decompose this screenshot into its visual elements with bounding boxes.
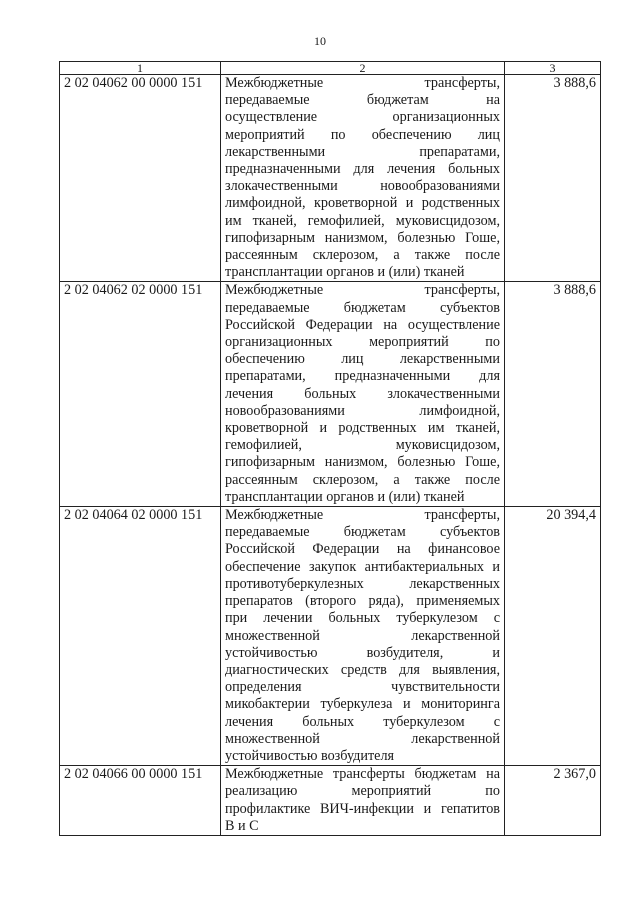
- description-line: Межбюджетные трансферты,: [225, 75, 500, 91]
- column-header-1: 1: [60, 62, 221, 75]
- table-row: [60, 282, 601, 507]
- budget-table: [59, 61, 601, 836]
- amount-value: 3 888,6: [505, 75, 601, 282]
- description-line: им тканей, гемофилией, муковисцидозом,: [225, 212, 500, 229]
- description-line: Межбюджетные трансферты,: [225, 507, 500, 524]
- description-line: новообразованиями лимфоидной,: [225, 402, 500, 419]
- description-line: гипофизарным нанизмом, болезнью Гоше,: [225, 454, 500, 471]
- description-line: В и С: [225, 817, 259, 834]
- description-line: Российской Федерации на финансовое: [225, 541, 500, 558]
- description-line: лимфоидной, кроветворной и родственных: [225, 195, 500, 212]
- description-line: препаратов (второго ряда), применяемых: [225, 593, 500, 610]
- description-line: препаратами, предназначенными для: [225, 368, 500, 385]
- description-line: Российской Федерации на осуществление: [225, 316, 500, 333]
- description-line: устойчивостью возбудителя, и: [225, 644, 500, 661]
- description-line: рассеянным склерозом, а также после: [225, 471, 500, 488]
- description-line: рассеянным склерозом, а также после: [225, 247, 500, 264]
- table-row: [60, 766, 601, 836]
- description-line: мероприятий по обеспечению лиц: [225, 126, 500, 143]
- description-line: лекарственными препаратами,: [225, 143, 500, 160]
- table-body: [60, 75, 601, 836]
- description-line: гемофилией, муковисцидозом,: [225, 437, 500, 454]
- description-line: микобактерии туберкулеза и мониторинга: [225, 696, 500, 713]
- column-header-3: 3: [505, 62, 601, 75]
- description-line: множественной лекарственной: [225, 627, 500, 644]
- description-line: злокачественными новообразованиями: [225, 178, 500, 195]
- amount-value: 2 367,0: [505, 766, 601, 836]
- transfer-description: [221, 507, 505, 766]
- table-row: [60, 507, 601, 766]
- description-line: реализацию мероприятий по: [225, 783, 500, 800]
- description-line: множественной лекарственной: [225, 730, 500, 747]
- classification-code: 2 02 04062 00 0000 151: [60, 75, 221, 282]
- table-row: [60, 75, 601, 282]
- description-line: предназначенными для лечения больных: [225, 161, 500, 178]
- amount-value: 3 888,6: [505, 282, 601, 507]
- description-line: устойчивостью возбудителя: [225, 747, 395, 764]
- amount-value: 20 394,4: [505, 507, 601, 766]
- description-line: профилактике ВИЧ-инфекции и гепатитов: [225, 800, 500, 817]
- description-line: определения чувствительности: [225, 679, 500, 696]
- description-line: гипофизарным нанизмом, болезнью Гоше,: [225, 229, 500, 246]
- transfer-description: [221, 75, 505, 282]
- description-line: организационных мероприятий по: [225, 334, 500, 351]
- classification-code: 2 02 04062 02 0000 151: [60, 282, 221, 507]
- classification-code: 2 02 04064 02 0000 151: [60, 507, 221, 766]
- classification-code: 2 02 04066 00 0000 151: [60, 766, 221, 836]
- description-line: при лечении больных туберкулезом с: [225, 610, 500, 627]
- description-line: Межбюджетные трансферты,: [225, 282, 500, 299]
- description-line: осуществление организационных: [225, 109, 500, 126]
- table-header-row: [60, 62, 601, 75]
- description-line: передаваемые бюджетам на: [225, 92, 500, 109]
- description-line: диагностических средств для выявления,: [225, 661, 500, 678]
- description-line: лечения больных злокачественными: [225, 385, 500, 402]
- description-line: кроветворной и родственных им тканей,: [225, 420, 500, 437]
- description-line: обеспечению лиц лекарственными: [225, 351, 500, 368]
- description-line: противотуберкулезных лекарственных: [225, 575, 500, 592]
- column-header-2: 2: [221, 62, 505, 75]
- description-line: передаваемые бюджетам субъектов: [225, 299, 500, 316]
- description-line: трансплантации органов и (или) тканей: [225, 264, 465, 281]
- description-line: обеспечение закупок антибактериальных и: [225, 558, 500, 575]
- description-line: трансплантации органов и (или) тканей: [225, 488, 465, 505]
- page-number: 10: [314, 34, 326, 48]
- transfer-description: [221, 282, 505, 507]
- transfer-description: [221, 766, 505, 836]
- description-line: передаваемые бюджетам субъектов: [225, 524, 500, 541]
- description-line: лечения больных туберкулезом с: [225, 713, 500, 730]
- description-line: Межбюджетные трансферты бюджетам на: [225, 766, 500, 783]
